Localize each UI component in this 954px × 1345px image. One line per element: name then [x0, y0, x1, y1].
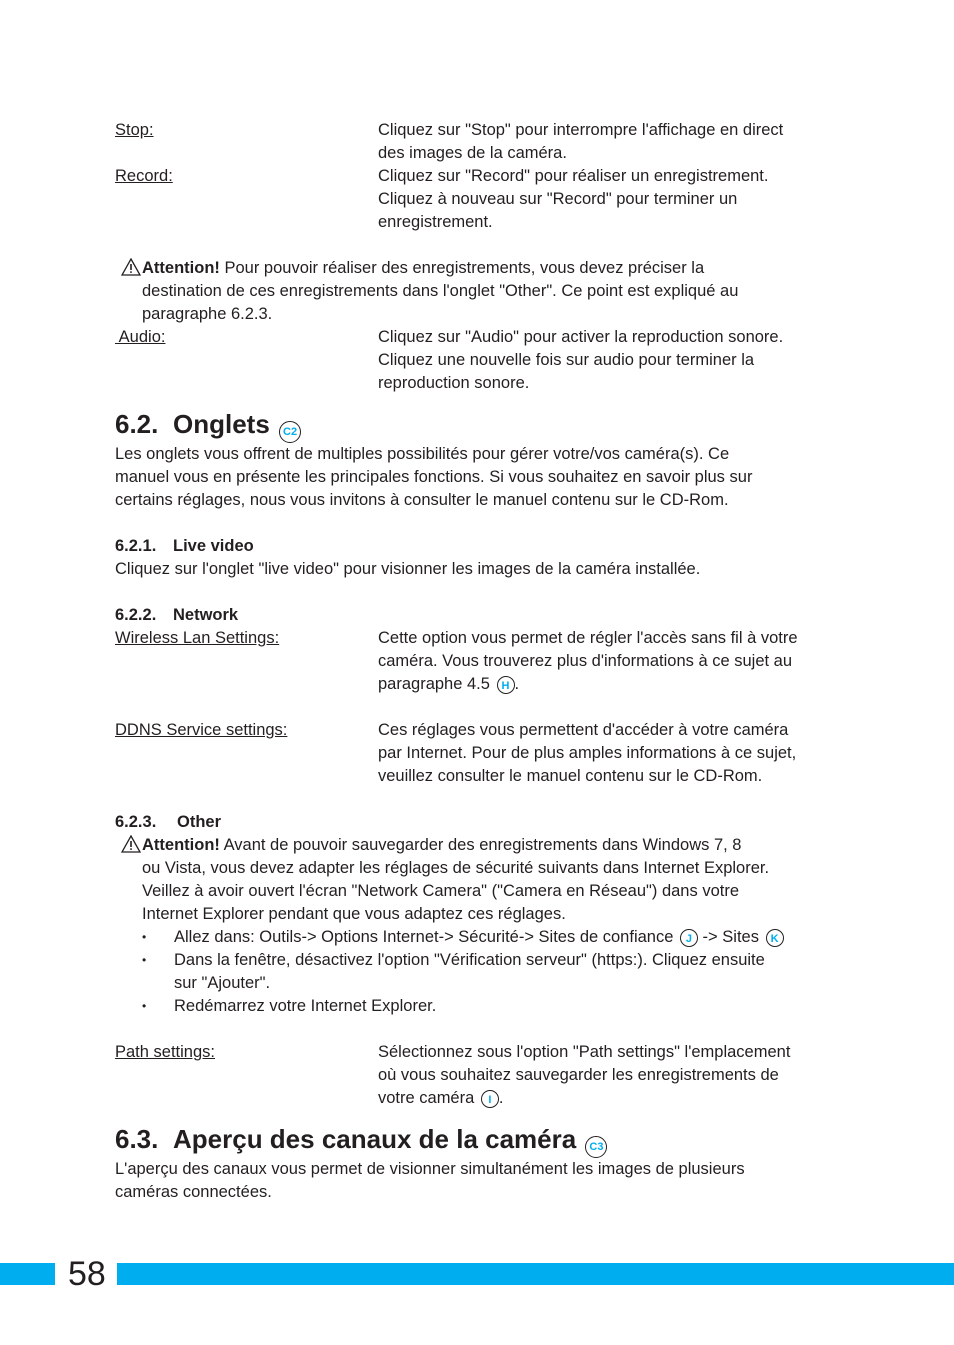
ddns-term: DDNS Service settings:	[115, 721, 288, 739]
stop-desc-line: des images de la caméra.	[378, 144, 567, 162]
desc-line: Cette option vous permet de régler l'accès sans fil à votre	[378, 629, 798, 647]
desc-line: Ces réglages vous permettent d'accéder à votre caméra	[378, 721, 789, 739]
footer-bar-cap	[117, 1263, 123, 1285]
paragraph-line: certains réglages, nous vous invitons à consulter le manuel contenu sur le CD-Rom.	[115, 491, 729, 509]
record-desc-line: Cliquez à nouveau sur "Record" pour terminer un	[378, 190, 738, 208]
footer-bar	[0, 1263, 954, 1285]
stop-term: Stop:	[115, 121, 154, 139]
desc-text: paragraphe 4.5	[378, 675, 495, 693]
subsection-heading-live-video	[115, 535, 840, 558]
warning-icon	[121, 835, 141, 853]
desc-line	[378, 1087, 840, 1110]
record-description	[378, 165, 840, 234]
ddns-entry	[115, 719, 840, 788]
attention-line	[142, 834, 840, 857]
attention-text: Pour pouvoir réaliser des enregistrements, vous devez préciser la	[219, 259, 705, 277]
list-item-text: • Dans la fenêtre, désactivez l'option "Vérification serveur" (https:). Cliquez ensuite	[174, 951, 765, 969]
audio-term	[115, 326, 378, 395]
desc-text: .	[498, 1089, 504, 1107]
audio-desc-line: Cliquez une nouvelle fois sur audio pour terminer la	[378, 351, 755, 369]
attention-line: destination de ces enregistrements dans l'onglet "Other". Ce point est expliqué au	[142, 282, 739, 300]
desc-line: par Internet. Pour de plus amples informations à ce sujet,	[378, 744, 797, 762]
figure-reference-badge: C3	[585, 1136, 607, 1158]
figure-reference-badge: J	[680, 929, 698, 947]
section-title: Onglets	[173, 409, 270, 439]
path-settings-term: Path settings:	[115, 1043, 215, 1061]
wireless-lan-description	[378, 627, 840, 696]
section-heading-apercu	[115, 1122, 840, 1158]
wireless-lan-entry	[115, 627, 840, 696]
attention-note-security	[115, 834, 840, 926]
attention-line: Internet Explorer pendant que vous adaptez ces réglages.	[142, 905, 566, 923]
stop-entry	[115, 119, 840, 165]
paragraph-line: Les onglets vous offrent de multiples possibilités pour gérer votre/vos caméra(s). Ce	[115, 445, 730, 463]
steps-list	[115, 926, 840, 1018]
list-item-text: Allez dans: Outils-> Options Internet-> Sécurité-> Sites de confiance	[174, 928, 678, 946]
onglets-paragraph	[115, 443, 840, 512]
section-number: 6.3.	[115, 1124, 159, 1154]
live-video-paragraph: Cliquez sur l'onglet "live video" pour visionner les images de la caméra installée.	[115, 560, 701, 578]
desc-line: Sélectionnez sous l'option "Path settings" l'emplacement	[378, 1043, 791, 1061]
subsection-title: Other	[177, 813, 222, 831]
section-heading-onglets	[115, 407, 840, 443]
subsection-title: Network	[173, 606, 239, 624]
ddns-description	[378, 719, 840, 788]
list-item-text: Redémarrez votre Internet Explorer.	[174, 997, 437, 1015]
section-title: Aperçu des canaux de la caméra	[173, 1124, 577, 1154]
attention-note-recording	[115, 257, 840, 326]
path-settings-description	[378, 1041, 840, 1110]
desc-line: où vous souhaitez sauvegarder les enregistrements de	[378, 1066, 779, 1084]
audio-desc-line: Cliquez sur "Audio" pour activer la reproduction sonore.	[378, 328, 784, 346]
audio-desc-line: reproduction sonore.	[378, 374, 530, 392]
subsection-title: Live video	[173, 537, 254, 555]
attention-label: Attention!	[142, 259, 220, 277]
list-item	[142, 995, 840, 1018]
audio-entry	[115, 326, 840, 395]
wireless-lan-term: Wireless Lan Settings:	[115, 629, 280, 647]
subsection-heading-other	[115, 811, 840, 834]
subsection-heading-network	[115, 604, 840, 627]
record-desc-line: Cliquez sur "Record" pour réaliser un enregistrement.	[378, 167, 769, 185]
paragraph-line: manuel vous en présente les principales fonctions. Si vous souhaitez en savoir plus sur	[115, 468, 753, 486]
figure-reference-badge: H	[497, 676, 515, 694]
page-content	[115, 119, 840, 1204]
section-number: 6.2.	[115, 409, 159, 439]
subsection-number: 6.2.1.	[115, 537, 157, 555]
apercu-paragraph	[115, 1158, 840, 1204]
audio-description	[378, 326, 840, 395]
figure-reference-badge: I	[481, 1090, 499, 1108]
paragraph-line: L'aperçu des canaux vous permet de visionner simultanément les images de plusieurs	[115, 1160, 745, 1178]
record-entry	[115, 165, 840, 234]
stop-desc-line: Cliquez sur "Stop" pour interrompre l'affichage en direct	[378, 121, 784, 139]
desc-text: votre caméra	[378, 1089, 479, 1107]
subsection-number: 6.2.2.	[115, 606, 157, 624]
desc-line	[378, 673, 840, 696]
footer-bar-cap	[49, 1263, 55, 1285]
path-settings-entry	[115, 1041, 840, 1110]
attention-line: paragraphe 6.2.3.	[142, 305, 273, 323]
figure-reference-badge: C2	[279, 421, 301, 443]
attention-line: Veillez à avoir ouvert l'écran "Network Camera" ("Camera en Réseau") dans votre	[142, 882, 739, 900]
desc-text: .	[514, 675, 520, 693]
list-item-text: -> Sites	[697, 928, 764, 946]
record-desc-line: enregistrement.	[378, 213, 493, 231]
list-item	[142, 949, 840, 995]
attention-text: Avant de pouvoir sauvegarder des enregistrements dans Windows 7, 8	[219, 836, 742, 854]
list-item	[142, 926, 840, 949]
desc-line: caméra. Vous trouverez plus d'informations à ce sujet au	[378, 652, 793, 670]
list-item-text: sur "Ajouter".	[174, 974, 271, 992]
record-term: Record:	[115, 167, 173, 185]
attention-line	[142, 257, 840, 280]
attention-label: Attention!	[142, 836, 220, 854]
attention-line: ou Vista, vous devez adapter les réglages de sécurité suivants dans Internet Explorer.	[142, 859, 770, 877]
audio-term-text: Audio:	[115, 328, 166, 346]
desc-line: veuillez consulter le manuel contenu sur le CD-Rom.	[378, 767, 763, 785]
stop-description	[378, 119, 840, 165]
figure-reference-badge: K	[766, 929, 784, 947]
page-number: 58	[68, 1255, 106, 1293]
warning-icon	[121, 258, 141, 276]
subsection-number: 6.2.3.	[115, 813, 157, 831]
paragraph-line: caméras connectées.	[115, 1183, 272, 1201]
